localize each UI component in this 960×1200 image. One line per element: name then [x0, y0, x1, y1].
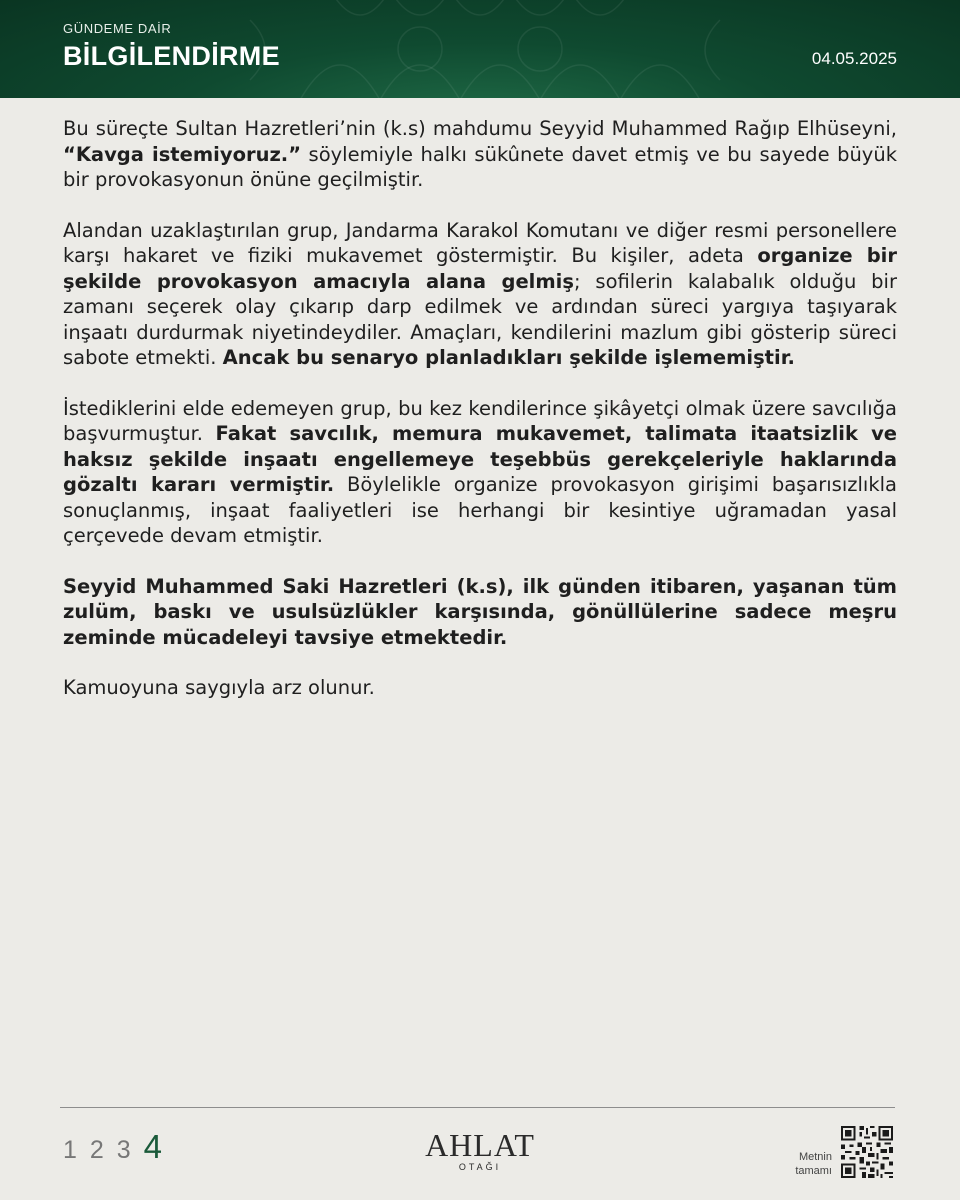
qr-label-line: tamamı [795, 1165, 832, 1177]
logo-subtitle: OTAĞI [458, 1162, 502, 1172]
footer-divider [60, 1107, 895, 1108]
qr-label-line: Metnin [798, 1151, 832, 1163]
paragraph [63, 116, 897, 193]
text-run: söylemiyle halkı sükûnete davet etmiş ve bu sayede büyük bir provokasyonun önüne geçilmiştir. [63, 142, 897, 191]
header-kicker: GÜNDEME DAİR [63, 21, 172, 36]
bold-text-run: organize bir şekilde provokasyon amacıyla alana gelmiş [63, 244, 897, 293]
text-run: Böylelikle organize provokasyon girişimi başarısızlıkla sonuçlanmış, inşaat faaliyetleri ise herhangi bir kesintiye uğramadan yasal çerçevede devam etmiştir. [63, 473, 897, 547]
bold-text-run: Fakat savcılık, memura mukavemet, talimata itaatsizlik ve haksız şekilde inşaatı engellemeye teşebbüs gerekçeleriyle haklarında gözaltı kararı vermiştir. [63, 422, 898, 496]
bold-text-run: Ancak bu senaryo planladıkları şekilde işlememiştir. [222, 346, 795, 369]
page-number[interactable]: 2 [89, 1136, 104, 1164]
brand-logo [420, 1128, 540, 1172]
paragraph [63, 218, 897, 371]
text-run: Kamuoyuna saygıyla arz olunur. [63, 676, 375, 699]
page-number[interactable]: 1 [63, 1136, 77, 1164]
header-date: 04.05.2025 [811, 49, 897, 68]
qr-code-icon[interactable] [841, 1126, 893, 1178]
logo-wordmark: AHLAT [425, 1127, 535, 1163]
text-run: ; sofilerin kalabalık olduğu bir zamanı seçerek olay çıkarıp darp edilmek ve ardından süreci yargıya taşıyarak inşaatı durdurmak niyetindeydiler. Amaçları, kendilerini mazlum gibi gösterip süreci sabote etmekti. [63, 269, 897, 369]
header-banner [0, 0, 960, 98]
page-number-current[interactable]: 4 [143, 1128, 162, 1165]
qr-label [770, 1150, 832, 1178]
article-body [63, 116, 897, 726]
paragraph [63, 675, 897, 701]
page-number[interactable]: 3 [116, 1136, 131, 1164]
page-indicator [63, 1128, 168, 1166]
paragraph [63, 396, 897, 549]
text-run: İstediklerini elde edemeyen grup, bu kez kendilerince şikâyetçi olmak üzere savcılığa başvurmuştur. [63, 396, 897, 445]
paragraph [63, 574, 897, 651]
text-run: Alandan uzaklaştırılan grup, Jandarma Karakol Komutanı ve diğer resmi personellere karşı hakaret ve fiziki mukavemet göstermiştir. Bu kişiler, adeta [63, 218, 897, 267]
text-run: Bu süreçte Sultan Hazretleri’nin (k.s) mahdumu Seyyid Muhammed Rağıp Elhüseyni, [63, 117, 897, 140]
page-title: BİLGİLENDİRME [63, 41, 280, 71]
bold-text-run: “Kavga istemiyoruz.” [63, 142, 302, 166]
bold-text-run: Seyyid Muhammed Saki Hazretleri (k.s), ilk günden itibaren, yaşanan tüm zulüm, baskı ve usulsüzlükler karşısında, gönüllülerine sadece meşru zeminde mücadeleyi tavsiye etmektedir. [63, 574, 897, 649]
